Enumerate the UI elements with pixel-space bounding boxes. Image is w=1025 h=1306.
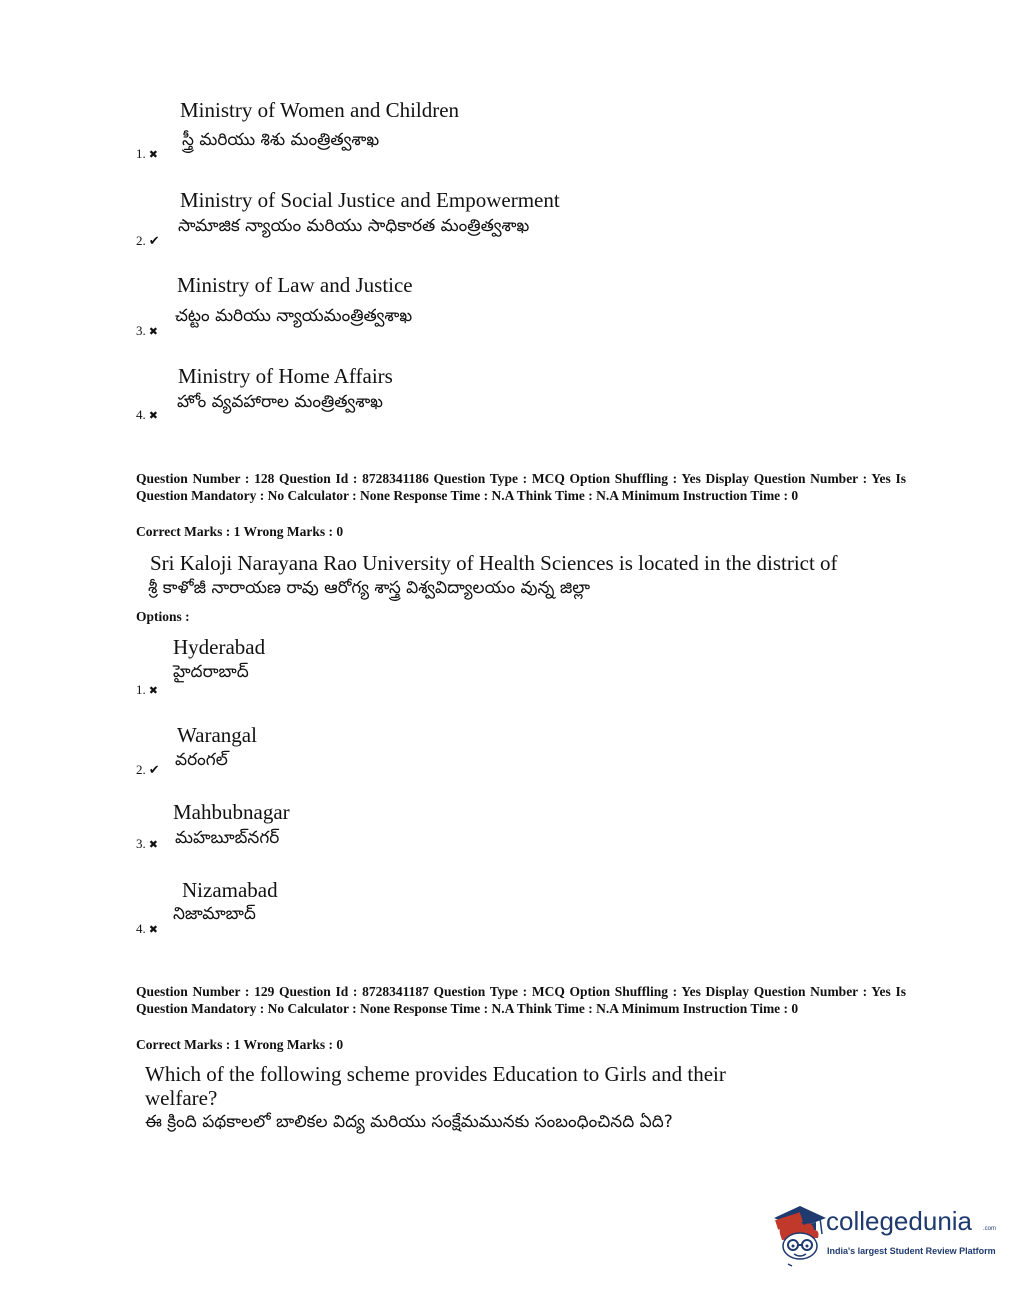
q128-option-3-text-te: మహబూబ్‌నగర్ — [175, 828, 280, 848]
prev-option-3-text-en: Ministry of Law and Justice — [177, 273, 413, 297]
prev-option-3-text-te: చట్టం మరియు న్యాయమంత్రిత్వశాఖ — [175, 306, 413, 326]
question-128-meta: Question Number : 128 Question Id : 8728341186 Question Type : MCQ Option Shuffling : Yes Display Question Number : Yes Is Question Mandatory : No Calculator : None Response Time : N.A Think Time : N.A Minimum Instruction Time : 0 — [136, 471, 906, 503]
question-128-options-label: Options : — [136, 609, 190, 624]
q128-option-4-label — [136, 921, 158, 937]
correct-check-icon: ✔ — [148, 763, 160, 778]
q128-option-4-text-te: నిజామాబాద్ — [173, 904, 256, 924]
question-128-text-te: శ్రీ కాళోజీ నారాయణ రావు ఆరోగ్య శాస్త్ర విశ్వవిద్యాలయం వున్న జిల్లా — [148, 578, 591, 598]
q128-option-1-text-te: హైదరాబాద్ — [173, 662, 249, 682]
q128-option-1-text-en: Hyderabad — [173, 635, 266, 659]
incorrect-mark-icon: ✖ — [148, 923, 158, 936]
question-129-meta: Question Number : 129 Question Id : 8728341187 Question Type : MCQ Option Shuffling : Yes Display Question Number : Yes Is Question Mandatory : No Calculator : None Response Time : N.A Think Time : N.A Minimum Instruction Time : 0 — [136, 984, 906, 1016]
prev-option-4-text-en: Ministry of Home Affairs — [178, 364, 393, 388]
incorrect-mark-icon: ✖ — [148, 409, 158, 422]
prev-option-1-text-en: Ministry of Women and Children — [180, 98, 460, 122]
prev-option-4-text-te: హోం వ్యవహారాల మంత్రిత్వశాఖ — [177, 392, 384, 412]
prev-option-1-text-te: స్త్రీ మరియు శిశు మంత్రిత్వశాఖ — [182, 130, 380, 150]
q128-option-2-text-en: Warangal — [177, 723, 257, 747]
q128-option-2-label — [136, 762, 160, 778]
option-number: 2. — [136, 233, 146, 248]
prev-option-4-label — [136, 407, 158, 423]
question-129-text-te: ఈ క్రింది పథకాలలో బాలికల విద్య మరియు సంక్షేమమునకు సంబంధించినది ఏది? — [145, 1112, 673, 1132]
q128-option-2-text-te: వరంగల్ — [175, 750, 228, 770]
incorrect-mark-icon: ✖ — [148, 684, 158, 697]
option-number: 4. — [136, 921, 146, 936]
q128-option-4-text-en: Nizamabad — [182, 878, 278, 902]
watermark-brand-name: collegedunia — [826, 1206, 973, 1236]
q128-option-3-label — [136, 836, 158, 852]
question-129-marks: Correct Marks : 1 Wrong Marks : 0 — [136, 1037, 344, 1052]
option-number: 1. — [136, 146, 146, 161]
collegedunia-watermark — [770, 1200, 995, 1270]
prev-option-2-text-en: Ministry of Social Justice and Empowerment — [180, 188, 560, 212]
watermark-brand-tld: .com — [983, 1226, 997, 1232]
prev-option-1-label — [136, 146, 158, 162]
incorrect-mark-icon: ✖ — [148, 325, 158, 338]
option-number: 2. — [136, 762, 146, 777]
watermark-tagline: India's largest Student Review Platform — [827, 1246, 996, 1256]
q128-option-1-label — [136, 682, 158, 698]
option-number: 3. — [136, 323, 146, 338]
prev-option-2-label — [136, 233, 160, 249]
prev-option-2-text-te: సామాజిక న్యాయం మరియు సాధికారత మంత్రిత్వశాఖ — [178, 216, 530, 236]
option-number: 3. — [136, 836, 146, 851]
incorrect-mark-icon: ✖ — [148, 148, 158, 161]
q128-option-3-text-en: Mahbubnagar — [173, 800, 290, 824]
option-number: 1. — [136, 682, 146, 697]
incorrect-mark-icon: ✖ — [148, 838, 158, 851]
question-128-marks: Correct Marks : 1 Wrong Marks : 0 — [136, 524, 344, 539]
prev-option-3-label — [136, 323, 158, 339]
question-128-text-en: Sri Kaloji Narayana Rao University of Health Sciences is located in the district of — [150, 551, 838, 575]
question-129-text-en: Which of the following scheme provides Education to Girls and their welfare? — [145, 1062, 726, 1110]
student-mascot-icon — [770, 1200, 830, 1270]
option-number: 4. — [136, 407, 146, 422]
correct-check-icon: ✔ — [148, 234, 160, 249]
